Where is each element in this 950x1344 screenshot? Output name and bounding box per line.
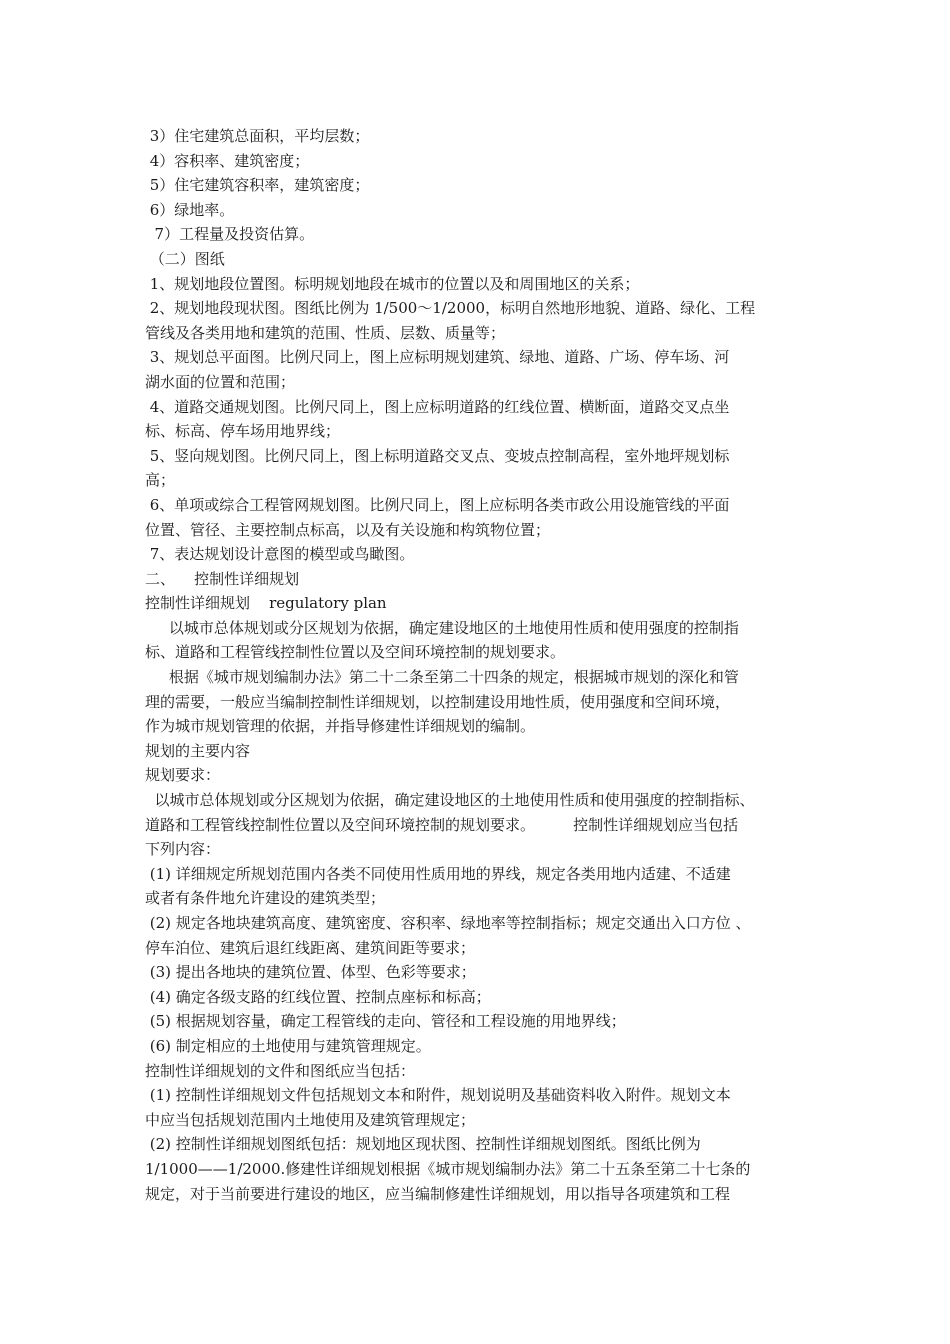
text-line: 4、道路交通规划图。比例尺同上，图上应标明道路的红线位置、横断面，道路交叉点坐 <box>145 397 730 416</box>
text-line: 1、规划地段位置图。标明规划地段在城市的位置以及和周围地区的关系； <box>145 274 640 293</box>
text-line: (1) 控制性详细规划文件包括规划文本和附件，规划说明及基础资料收入附件。规划文本 <box>145 1086 731 1105</box>
text-line: 4）容积率、建筑密度； <box>145 151 310 170</box>
text-line: 7、表达规划设计意图的模型或鸟瞰图。 <box>145 545 415 564</box>
text-line: 根据《城市规划编制办法》第二十二条至第二十四条的规定，根据城市规划的深化和管 <box>145 668 739 687</box>
text-line: 6）绿地率。 <box>145 200 235 219</box>
text-line: 作为城市规划管理的依据，并指导修建性详细规划的编制。 <box>145 717 536 736</box>
text-line: (2) 控制性详细规划图纸包括：规划地区现状图、控制性详细规划图纸。图纸比例为 <box>145 1135 701 1154</box>
text-line: 理的需要，一般应当编制控制性详细规划，以控制建设用地性质，使用强度和空间环境， <box>145 692 731 711</box>
text-line: (4) 确定各级支路的红线位置、控制点座标和标高； <box>145 987 491 1006</box>
text-line: (6) 制定相应的土地使用与建筑管理规定。 <box>145 1036 431 1055</box>
section-heading: 控制性详细规划的文件和图纸应当包括： <box>145 1061 416 1080</box>
text-line: 湖水面的位置和范围； <box>145 372 296 391</box>
text-line: 3、规划总平面图。比例尺同上，图上应标明规划建筑、绿地、道路、广场、停车场、河 <box>145 348 730 367</box>
section-heading: 二、 控制性详细规划 <box>145 569 300 588</box>
text-line: 道路和工程管线控制性位置以及空间环境控制的规划要求。 控制性详细规划应当包括 <box>145 815 739 834</box>
document-body <box>145 124 815 1206</box>
section-heading: （二）图纸 <box>145 249 225 268</box>
text-line: 位置、管径、主要控制点标高，以及有关设施和构筑物位置； <box>145 520 551 539</box>
text-line: 7）工程量及投资估算。 <box>145 225 315 244</box>
text-line: 以城市总体规划或分区规划为依据，确定建设地区的土地使用性质和使用强度的控制指 <box>145 618 739 637</box>
text-line: 中应当包括规划范围内土地使用及建筑管理规定； <box>145 1110 476 1129</box>
text-line: 以城市总体规划或分区规划为依据，确定建设地区的土地使用性质和使用强度的控制指标、 <box>145 791 755 810</box>
text-line: 2、规划地段现状图。图纸比例为 1/500～1/2000，标明自然地形地貌、道路、绿化、工程 <box>145 299 756 318</box>
text-line: 规定，对于当前要进行建设的地区，应当编制修建性详细规划，用以指导各项建筑和工程 <box>145 1184 731 1203</box>
text-line: 5、竖向规划图。比例尺同上，图上标明道路交叉点、变坡点控制高程，室外地坪规划标 <box>145 446 730 465</box>
section-heading: 控制性详细规划 regulatory plan <box>145 594 387 613</box>
text-line: 管线及各类用地和建筑的范围、性质、层数、质量等； <box>145 323 506 342</box>
section-heading: 规划的主要内容 <box>145 741 251 760</box>
section-heading: 规划要求： <box>145 766 221 785</box>
text-line: 下列内容： <box>145 840 221 859</box>
text-line: 3）住宅建筑总面积，平均层数； <box>145 127 370 145</box>
text-line: 高； <box>145 471 176 490</box>
text-line: (3) 提出各地块的建筑位置、体型、色彩等要求； <box>145 963 476 982</box>
text-line: 标、标高、停车场用地界线； <box>145 422 341 441</box>
text-line: (5) 根据规划容量，确定工程管线的走向、管径和工程设施的用地界线； <box>145 1012 626 1031</box>
text-line: 标、道路和工程管线控制性位置以及空间环境控制的规划要求。 <box>145 643 566 662</box>
text-line: 或者有条件地允许建设的建筑类型； <box>145 889 386 908</box>
text-line: 1/1000——1/2000.修建性详细规划根据《城市规划编制办法》第二十五条至第二十七条的 <box>145 1159 751 1178</box>
text-line: 停车泊位、建筑后退红线距离、建筑间距等要求； <box>145 938 476 957</box>
text-line: (1) 详细规定所规划范围内各类不同使用性质用地的界线，规定各类用地内适建、不适建 <box>145 864 731 883</box>
text-line: 6、单项或综合工程管网规划图。比例尺同上，图上应标明各类市政公用设施管线的平面 <box>145 495 730 514</box>
text-line: (2) 规定各地块建筑高度、建筑密度、容积率、绿地率等控制指标；规定交通出入口方位 、 <box>145 914 751 932</box>
text-line: 5）住宅建筑容积率，建筑密度； <box>145 176 370 195</box>
